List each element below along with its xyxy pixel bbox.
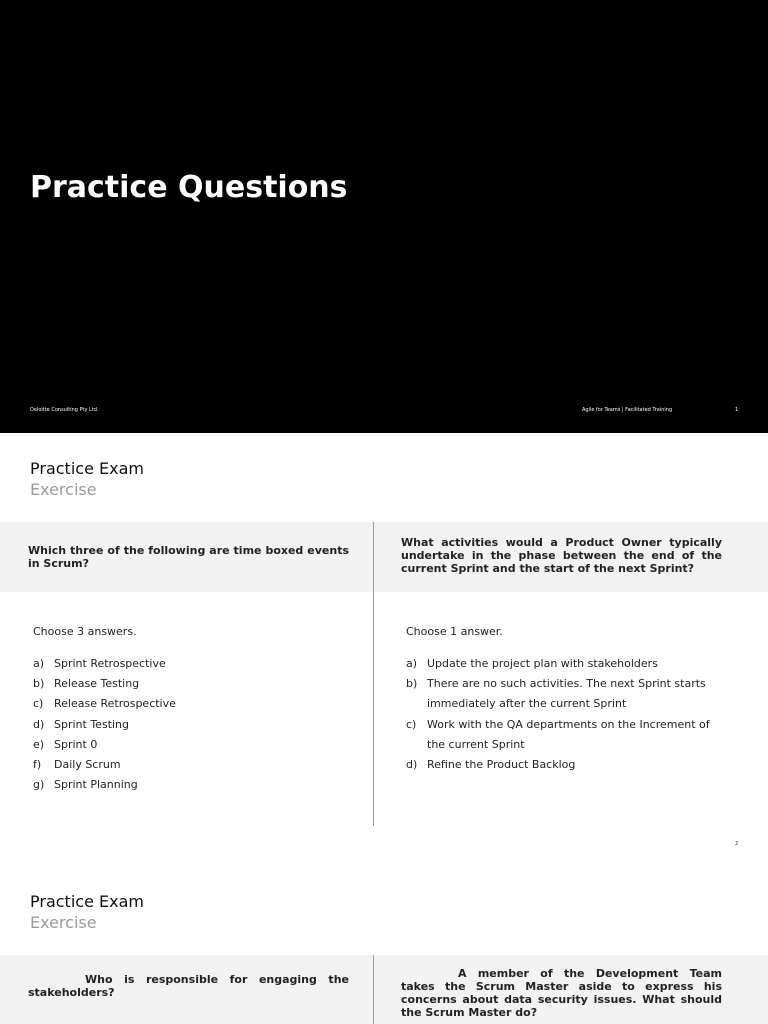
option-letter: g): [33, 778, 45, 792]
option-text: There are no such activities. The next Sprint starts immediately after the current Sprint: [427, 677, 706, 711]
slide2-header: [30, 459, 144, 499]
slide3-left-question: Who is responsible for engaging the stakeholders?: [28, 973, 349, 999]
answer-option: [406, 654, 724, 674]
slide2-right-options: [406, 654, 724, 775]
option-letter: a): [33, 657, 45, 670]
slide2-subheading: Exercise: [30, 480, 97, 499]
answer-option: [33, 715, 353, 735]
slide2-left-instruction: Choose 3 answers.: [33, 625, 137, 638]
slide3-column-divider: [373, 955, 374, 1024]
answer-option: [406, 674, 724, 714]
option-text: Refine the Product Backlog: [427, 758, 576, 772]
option-letter: c): [406, 717, 417, 731]
answer-option: [406, 715, 724, 755]
option-text: Update the project plan with stakeholders: [427, 657, 658, 670]
slide2-heading: Practice Exam: [30, 459, 144, 478]
answer-option: [406, 755, 724, 775]
option-text: Sprint Testing: [54, 717, 129, 731]
slide2-page-number: 2: [735, 841, 739, 847]
answer-option: [33, 755, 353, 775]
option-text: Work with the QA departments on the Increment of the current Sprint: [427, 717, 710, 751]
slide3-subheading: Exercise: [30, 913, 97, 932]
footer-company: Deloitte Consulting Pty Ltd.: [30, 407, 99, 413]
answer-option: [33, 654, 353, 674]
option-text: Release Retrospective: [54, 697, 176, 711]
option-letter: b): [406, 677, 418, 691]
option-text: Daily Scrum: [54, 758, 121, 772]
footer-course: Agile for Teams | Facilitated Training: [582, 407, 673, 413]
footer-page-number: 1: [735, 407, 739, 413]
slide2-left-options: [33, 654, 353, 795]
option-letter: b): [33, 677, 45, 691]
answer-option: [33, 694, 353, 714]
option-letter: a): [406, 657, 418, 670]
option-letter: e): [33, 737, 45, 751]
slide3-header: [30, 892, 144, 932]
option-letter: c): [33, 697, 44, 711]
answer-option: [33, 775, 353, 795]
option-text: Sprint 0: [54, 737, 98, 751]
slide2-left-question: Which three of the following are time boxed events in Scrum?: [28, 544, 349, 570]
option-text: Sprint Retrospective: [54, 657, 166, 670]
slide3-heading: Practice Exam: [30, 892, 144, 911]
answer-option: [33, 674, 353, 694]
option-text: Release Testing: [54, 677, 140, 691]
slide2-right-instruction: Choose 1 answer.: [406, 625, 503, 638]
slide2-column-divider: [373, 522, 374, 826]
slide-title: Practice Questions: [30, 170, 348, 205]
option-text: Sprint Planning: [54, 778, 138, 792]
option-letter: f): [33, 758, 42, 772]
answer-option: [33, 735, 353, 755]
slide2-right-question: What activities would a Product Owner typically undertake in the phase between the end of the current Sprint and the start of the next Sprint?: [401, 536, 722, 575]
option-letter: d): [406, 758, 418, 772]
option-letter: d): [33, 717, 45, 731]
slide3-right-question: A member of the Development Team takes the Scrum Master aside to express his concerns about data security issues. What should the Scrum Master do?: [401, 967, 722, 1019]
title-slide: [0, 0, 768, 433]
